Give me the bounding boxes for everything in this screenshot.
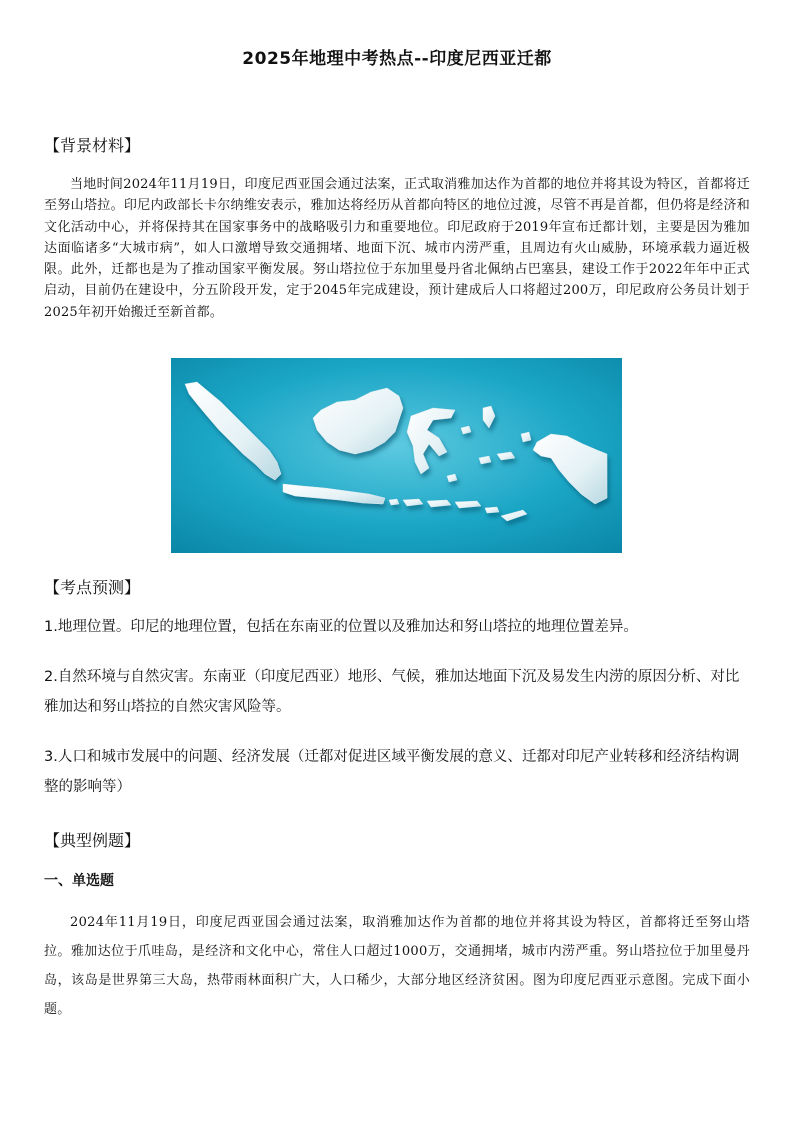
document-title: 2025年地理中考热点--印度尼西亚迁都: [242, 49, 552, 69]
example-subheading: 一、单选题: [44, 873, 114, 889]
background-heading: 【背景材料】: [44, 136, 141, 155]
prediction-item-3: 3.人口和城市发展中的问题、经济发展（迁都对促进区域平衡发展的意义、迁都对印尼产业转移和经济结构调整的影响等）: [44, 749, 740, 795]
background-paragraph: 当地时间2024年11月19日，印度尼西亚国会通过法案，正式取消雅加达作为首都的地位并将其设为特区，首都将迁至努山塔拉。印尼内政部长卡尔纳维安表示，雅加达将经历从首都向特区的地位过渡，尽管不再是首都，但仍将是经济和文化活动中心，并将保持其在国家事务中的战略吸引力和重要地位。印尼政府于2019年宣布迁都计划，主要是因为雅加达面临诸多“大城市病”，如人口激增导致交通拥堵、地面下沉、城市内涝严重，且周边有火山威胁，环境承载力逼近极限。此外，迁都也是为了推动国家平衡发展。努山塔拉位于东加里曼丹省北佩纳占巴塞县，建设工作于2022年年中正式启动，目前仍在建设中，分五阶段开发，定于2045年完成建设，预计建成后人口将超过200万，印尼政府公务员计划于2025年初开始搬迁至新首都。: [44, 177, 750, 320]
prediction-item-1: 1.地理位置。印尼的地理位置，包括在东南亚的位置以及雅加达和努山塔拉的地理位置差异。: [44, 619, 638, 635]
indonesia-map-icon: [171, 358, 622, 553]
prediction-heading: 【考点预测】: [44, 578, 141, 597]
example-heading: 【典型例题】: [44, 831, 141, 850]
prediction-item-2: 2.自然环境与自然灾害。东南亚（印度尼西亚）地形、气候，雅加达地面下沉及易发生内涝的原因分析、对比雅加达和努山塔拉的自然灾害风险等。: [44, 669, 740, 715]
example-paragraph: 2024年11月19日，印度尼西亚国会通过法案，取消雅加达作为首都的地位并将其设为特区，首都将迁至努山塔拉。雅加达位于爪哇岛，是经济和文化中心，常住人口超过1000万，交通拥堵，城市内涝严重。努山塔拉位于加里曼丹岛，该岛是世界第三大岛，热带雨林面积广大，人口稀少，大部分地区经济贫困。图为印度尼西亚示意图。完成下面小题。: [44, 915, 750, 1017]
indonesia-map-figure: [171, 358, 622, 553]
